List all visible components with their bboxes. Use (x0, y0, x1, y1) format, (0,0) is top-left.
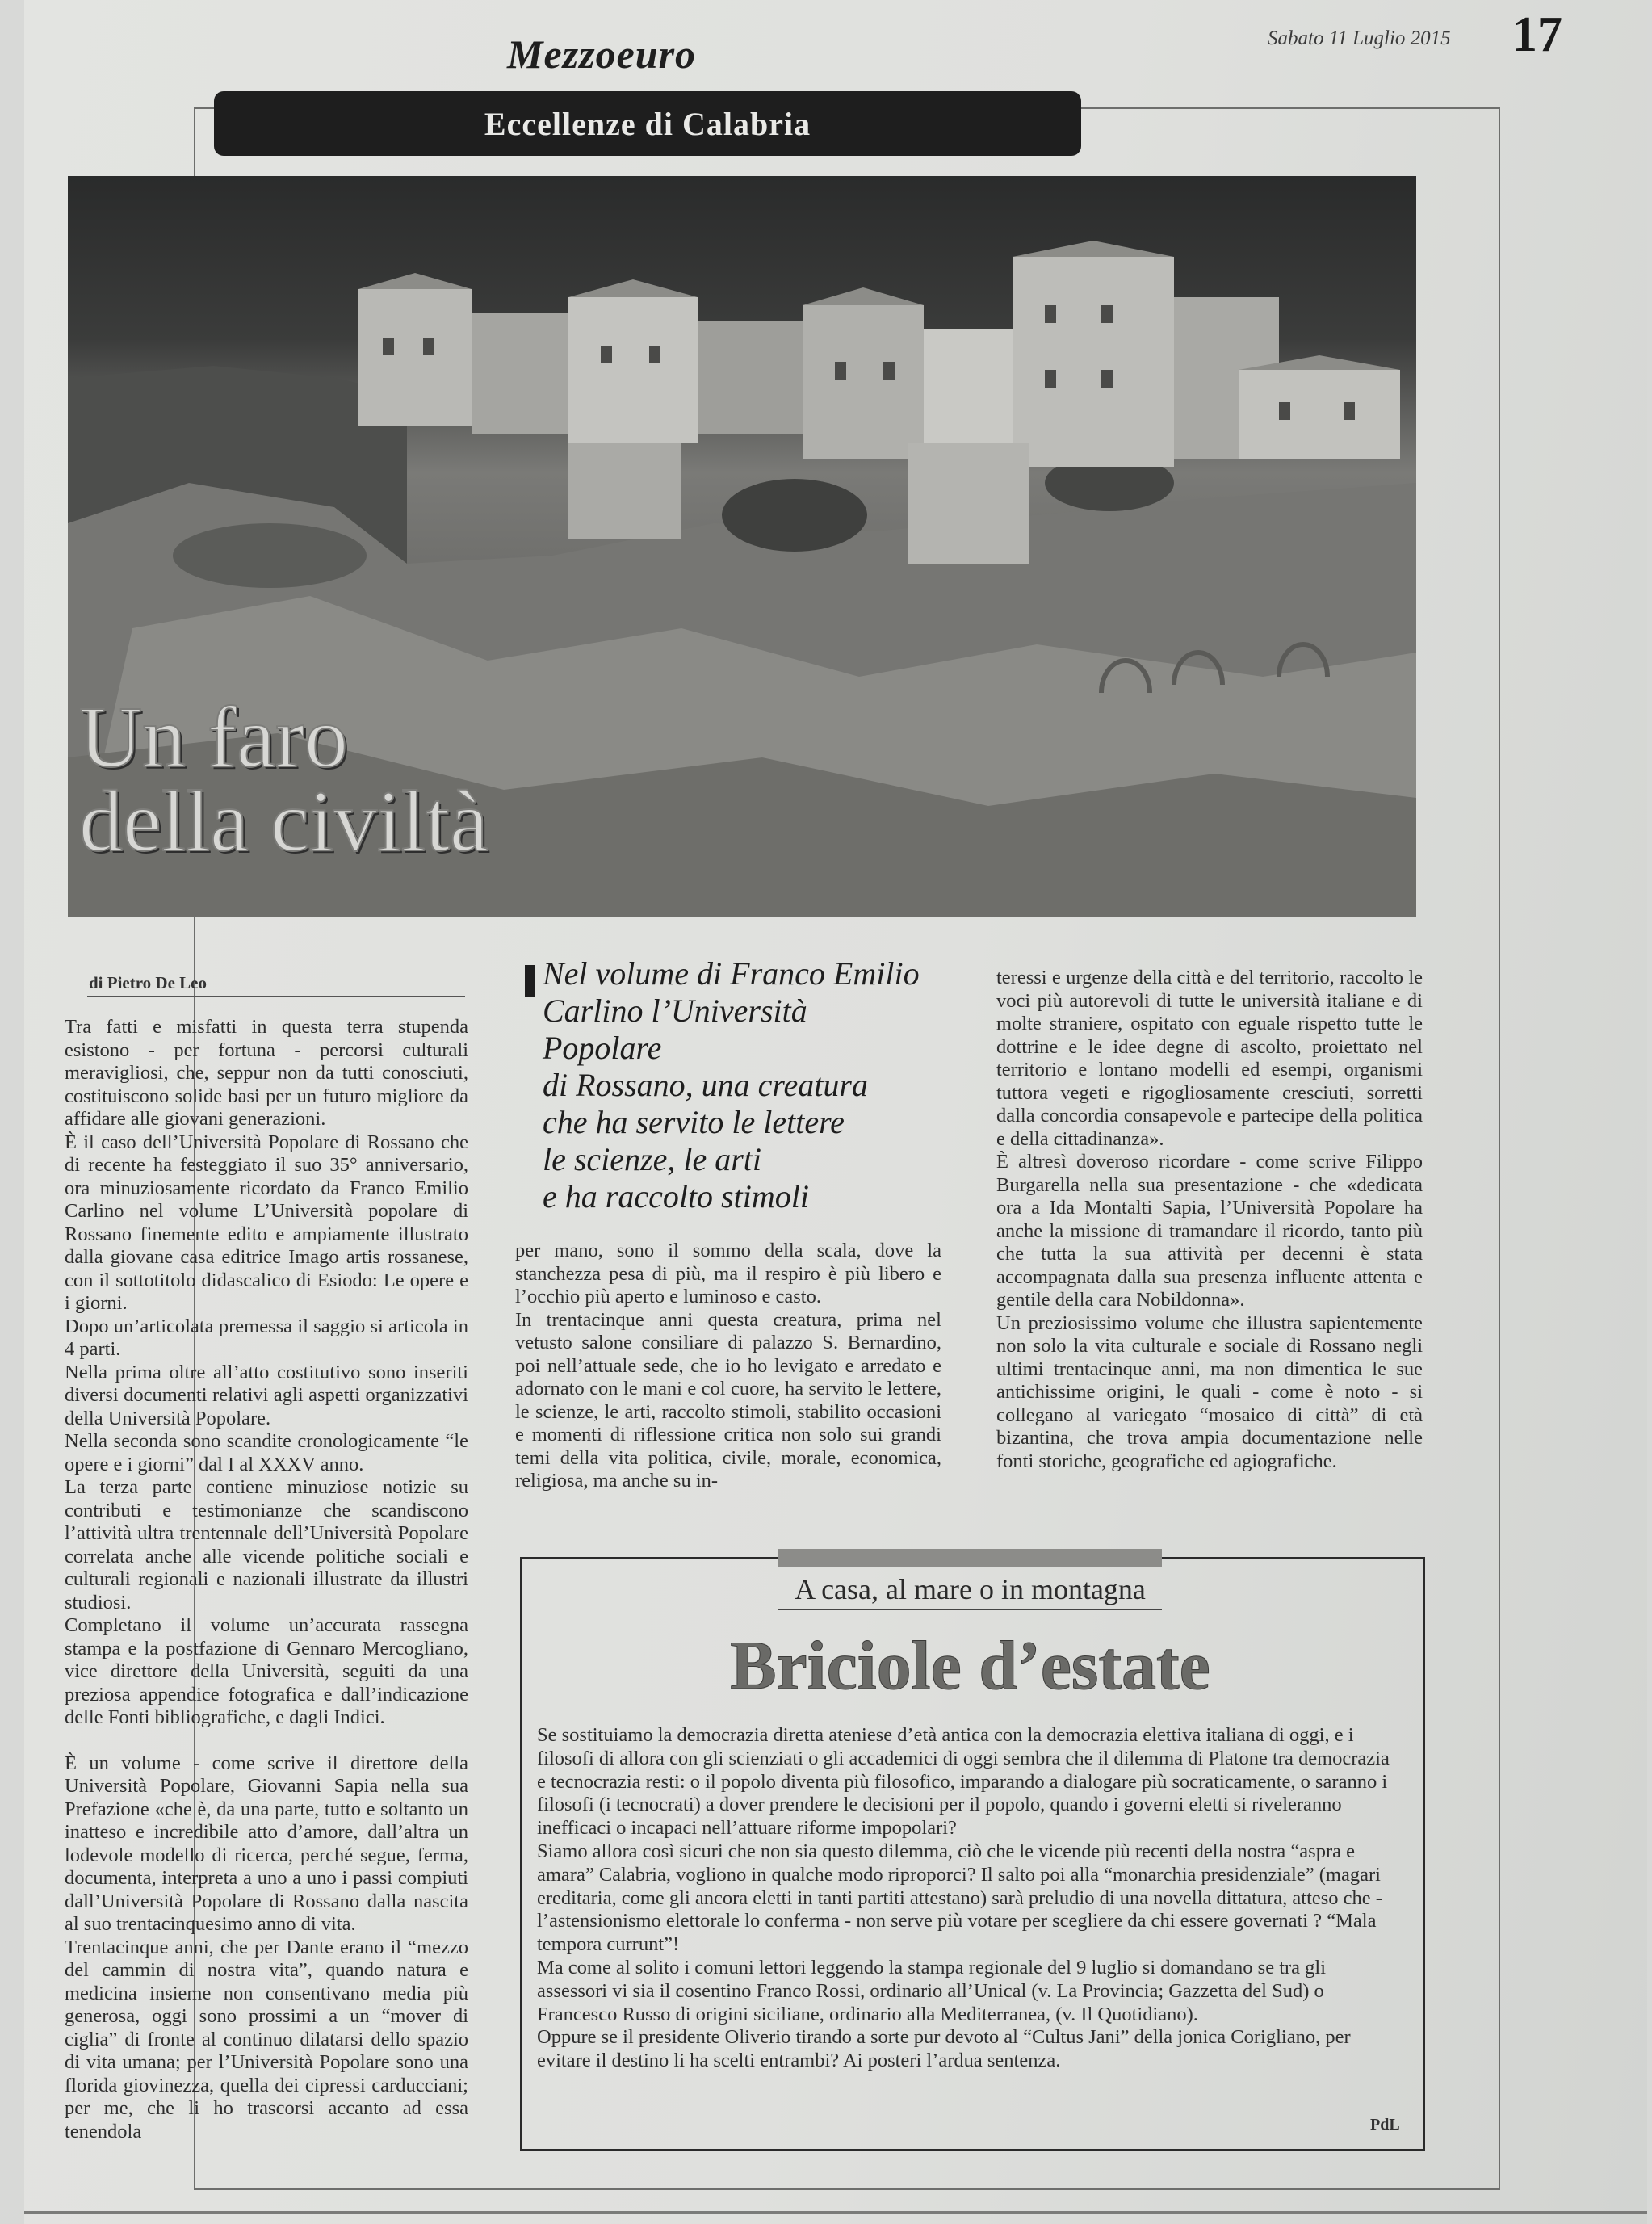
paragraph: È un volume - come scrive il direttore della Università Popolare, Giovanni Sapia nella sua Prefazione «che è, da una parte, tutto e soltanto un inatteso e incredibile atto d’amore, dall’altra un lodevole modello di ricerca, perché segue, ferma, documenta, interpreta a uno a uno i passi compiuti dall’Università Popolare di Rossano dalla nascita al suo trentacinquesimo anno di vita. (65, 1752, 468, 1935)
article-column-3 (996, 967, 1423, 1473)
pull-quote-line: Nel volume di Franco Emilio (543, 955, 920, 992)
paragraph: teressi e urgenze della città e del territorio, raccolto le voci più autorevoli di tutte le università italiane e di molte straniere, ospitato con eguale rispetto tutte le dottrine e le idee degne di ascolto, proiettato nel territorio e lontano modelli ed esempi, organismi tuttora vegeti e rigogliosamente cresciuti, sorretti dalla concordia consapevole e partecipe della politica e della cittadinanza». (996, 967, 1423, 1150)
paragraph: Se sostituiamo la democrazia diretta ateniese d’età antica con la democrazia elettiva italiana di oggi, e i filosofi di allora con gli scienziati o gli accademici di oggi sembra che il dilemma di Platone tra democrazia e tecnocrazia resti: o il popolo diventa più filosofico, imparando a dialogare più socraticamente, o saranno i filosofi (i tecnocrati) a dover prendere le decisioni per il popolo, quando i governi eletti si riveleranno inefficaci o incapaci nell’attuare riforme impopolari? (537, 1724, 1390, 1840)
section-banner (214, 91, 1081, 156)
pull-quote-line: le scienze, le arti (543, 1141, 762, 1177)
paragraph: Nella seconda sono scandite cronologicamente “le opere e i giorni” dal I al XXXV anno. (65, 1430, 468, 1475)
paragraph: Ma come al solito i comuni lettori leggendo la stampa regionale del 9 luglio si domandano se tra gli assessori vi sia il cosentino Franco Rossi, ordinario all’Unical (v. La Provincia; Gazzetta del Sud) o Francesco Russo di origini siciliane, ordinario alla Mediterranea, (v. Il Quotidiano). (537, 1956, 1327, 2025)
article-column-1 (65, 1016, 468, 2143)
headline-line-1: Un faro (79, 690, 348, 786)
byline-divider (87, 996, 465, 997)
box-kicker: A casa, al mare o in montagna (795, 1573, 1146, 1605)
byline: di Pietro De Leo (89, 973, 207, 992)
headline (79, 690, 488, 870)
paragraph: La terza parte contiene minuziose notizie su contributi e testimonianze che scandiscono l’attività ultra trentennale dell’Università Popolare correlata anche alle vicende politiche sociali e culturali regionali e nazionali illustrate da illustri studiosi. (65, 1476, 468, 1613)
paragraph: Dopo un’articolata premessa il saggio si articola in 4 parti. (65, 1315, 468, 1360)
pull-quote-line: di Rossano, una creatura (543, 1067, 868, 1103)
headline-line-2: della civiltà (79, 773, 488, 870)
pull-quote (543, 955, 922, 1215)
paragraph: È altresì doveroso ricordare - come scrive Filippo Burgarella nella sua presentazione - che «dedicata ora a Ida Montalti Sapia, l’Università Popolare ha anche la missione di tramandare il ricordo, tanto più che tutta la sua attività per decenni è stata accompagnata dalla sua presenza influente attenta e gentile della cara Nobildonna». (996, 1151, 1423, 1311)
pull-quote-line: Carlino l’Università Popolare (543, 992, 807, 1066)
pull-quote-line: che ha servito le lettere (543, 1104, 845, 1140)
paragraph: È il caso dell’Università Popolare di Rossano che di recente ha festeggiato il suo 35° anniversario, ora minuziosamente ricordato da Franco Emilio Carlino nel volume L’Università popolare di Rossano finemente edito e ampiamente illustrato dalla giovane casa editrice Imago artis rossanese, con il sottotitolo didascalico di Esiodo: Le opere e i giorni. (65, 1131, 468, 1314)
paragraph: Trentacinque anni, che per Dante erano il “mezzo del cammin di nostra vita”, quando natura e medicina insieme non consentivano media più generosa, oggi sono prossimi a un “mover di ciglia” di fronte al continuo dilatarsi dello spazio di vita umana; per l’Università Popolare sono una florida giovinezza, quella dei cipressi carducciani; per me, che li ho trascorsi accanto ad essa tenendola (65, 1936, 468, 2142)
paragraph: Completano il volume un’accurata rassegna stampa e la postfazione di Gennaro Mercogliano, vice direttore della Università, seguiti da una preziosa appendice fotografica e dall’indicazione delle Fonti bibliografiche, e dagli Indici. (65, 1614, 468, 1728)
masthead-title: Mezzoeuro (507, 31, 697, 77)
paragraph: Nella prima oltre all’atto costitutivo sono inseriti diversi documenti relativi agli aspetti organizzativi della Università Popolare. (65, 1361, 468, 1429)
page-number: 17 (1512, 7, 1562, 62)
box-body (537, 1724, 1393, 2073)
paragraph: per mano, sono il sommo della scala, dove la stanchezza pesa di più, ma il respiro è più libero e l’occhio più aperto e luminoso e casto. (515, 1240, 941, 1307)
section-label: Eccellenze di Calabria (484, 105, 811, 142)
paragraph: Un preziosissimo volume che illustra sapientemente non solo la vita culturale e sociale di Rossano negli ultimi trentacinque anni, ma non dimentica le sue antichissime origini, le quali - come è noto - si collegano al variegato “mosaico di città” di età bizantina, che trova ampia documentazione nelle fonti storiche, geografiche ed agiografiche. (996, 1311, 1423, 1472)
paragraph: Tra fatti e misfatti in questa terra stupenda esistono - per fortuna - percorsi culturali meravigliosi, che, seppur non da tutti conosciuti, costituiscono solide basi per un futuro migliore da affidare alle giovani generazioni. (65, 1016, 468, 1130)
box-title: Briciole d’estate (730, 1626, 1210, 1704)
pull-quote-marker (525, 965, 535, 997)
box-signature: PdL (1370, 2116, 1400, 2134)
box-kicker-bar (778, 1549, 1162, 1567)
issue-date: Sabato 11 Luglio 2015 (1268, 27, 1451, 49)
box-kicker-divider (778, 1609, 1162, 1610)
pull-quote-line: e ha raccolto stimoli (543, 1178, 809, 1215)
page-bottom-divider (24, 2211, 1647, 2214)
article-column-2 (515, 1240, 941, 1493)
paragraph: Oppure se il presidente Oliverio tirando a sorte pur devoto al “Cultus Jani” della jonica Corigliano, per evitare il destino li ha scelti entrambi? Ai posteri l’ardua sentenza. (537, 2026, 1351, 2072)
paragraph: In trentacinque anni questa creatura, prima nel vetusto salone consiliare di palazzo S. Bernardino, poi nell’attuale sede, che io ho levigato e arredato e adornato con le mani e col cuore, ha servito le lettere, le scienze, le arti, raccolto stimoli, stabilito occasioni e momenti di riflessione critica non solo sui grandi temi della vita politica, civile, morale, economica, religiosa, ma anche su in- (515, 1308, 941, 1492)
paragraph: Siamo allora così sicuri che non sia questo dilemma, ciò che le vicende più recenti della nostra “aspra e amara” Calabria, vogliono in qualche modo riproporci? Il salto poi alla “monarchia presidenziale” (magari ereditaria, come gli ancora eletti in tanti partiti attestano) sarà preludio di una novella dittatura, atteso che - l’astensionismo elettorale lo conferma - non serve più votare per scegliere da chi essere governati ? “Mala tempora currunt”! (537, 1840, 1382, 1956)
